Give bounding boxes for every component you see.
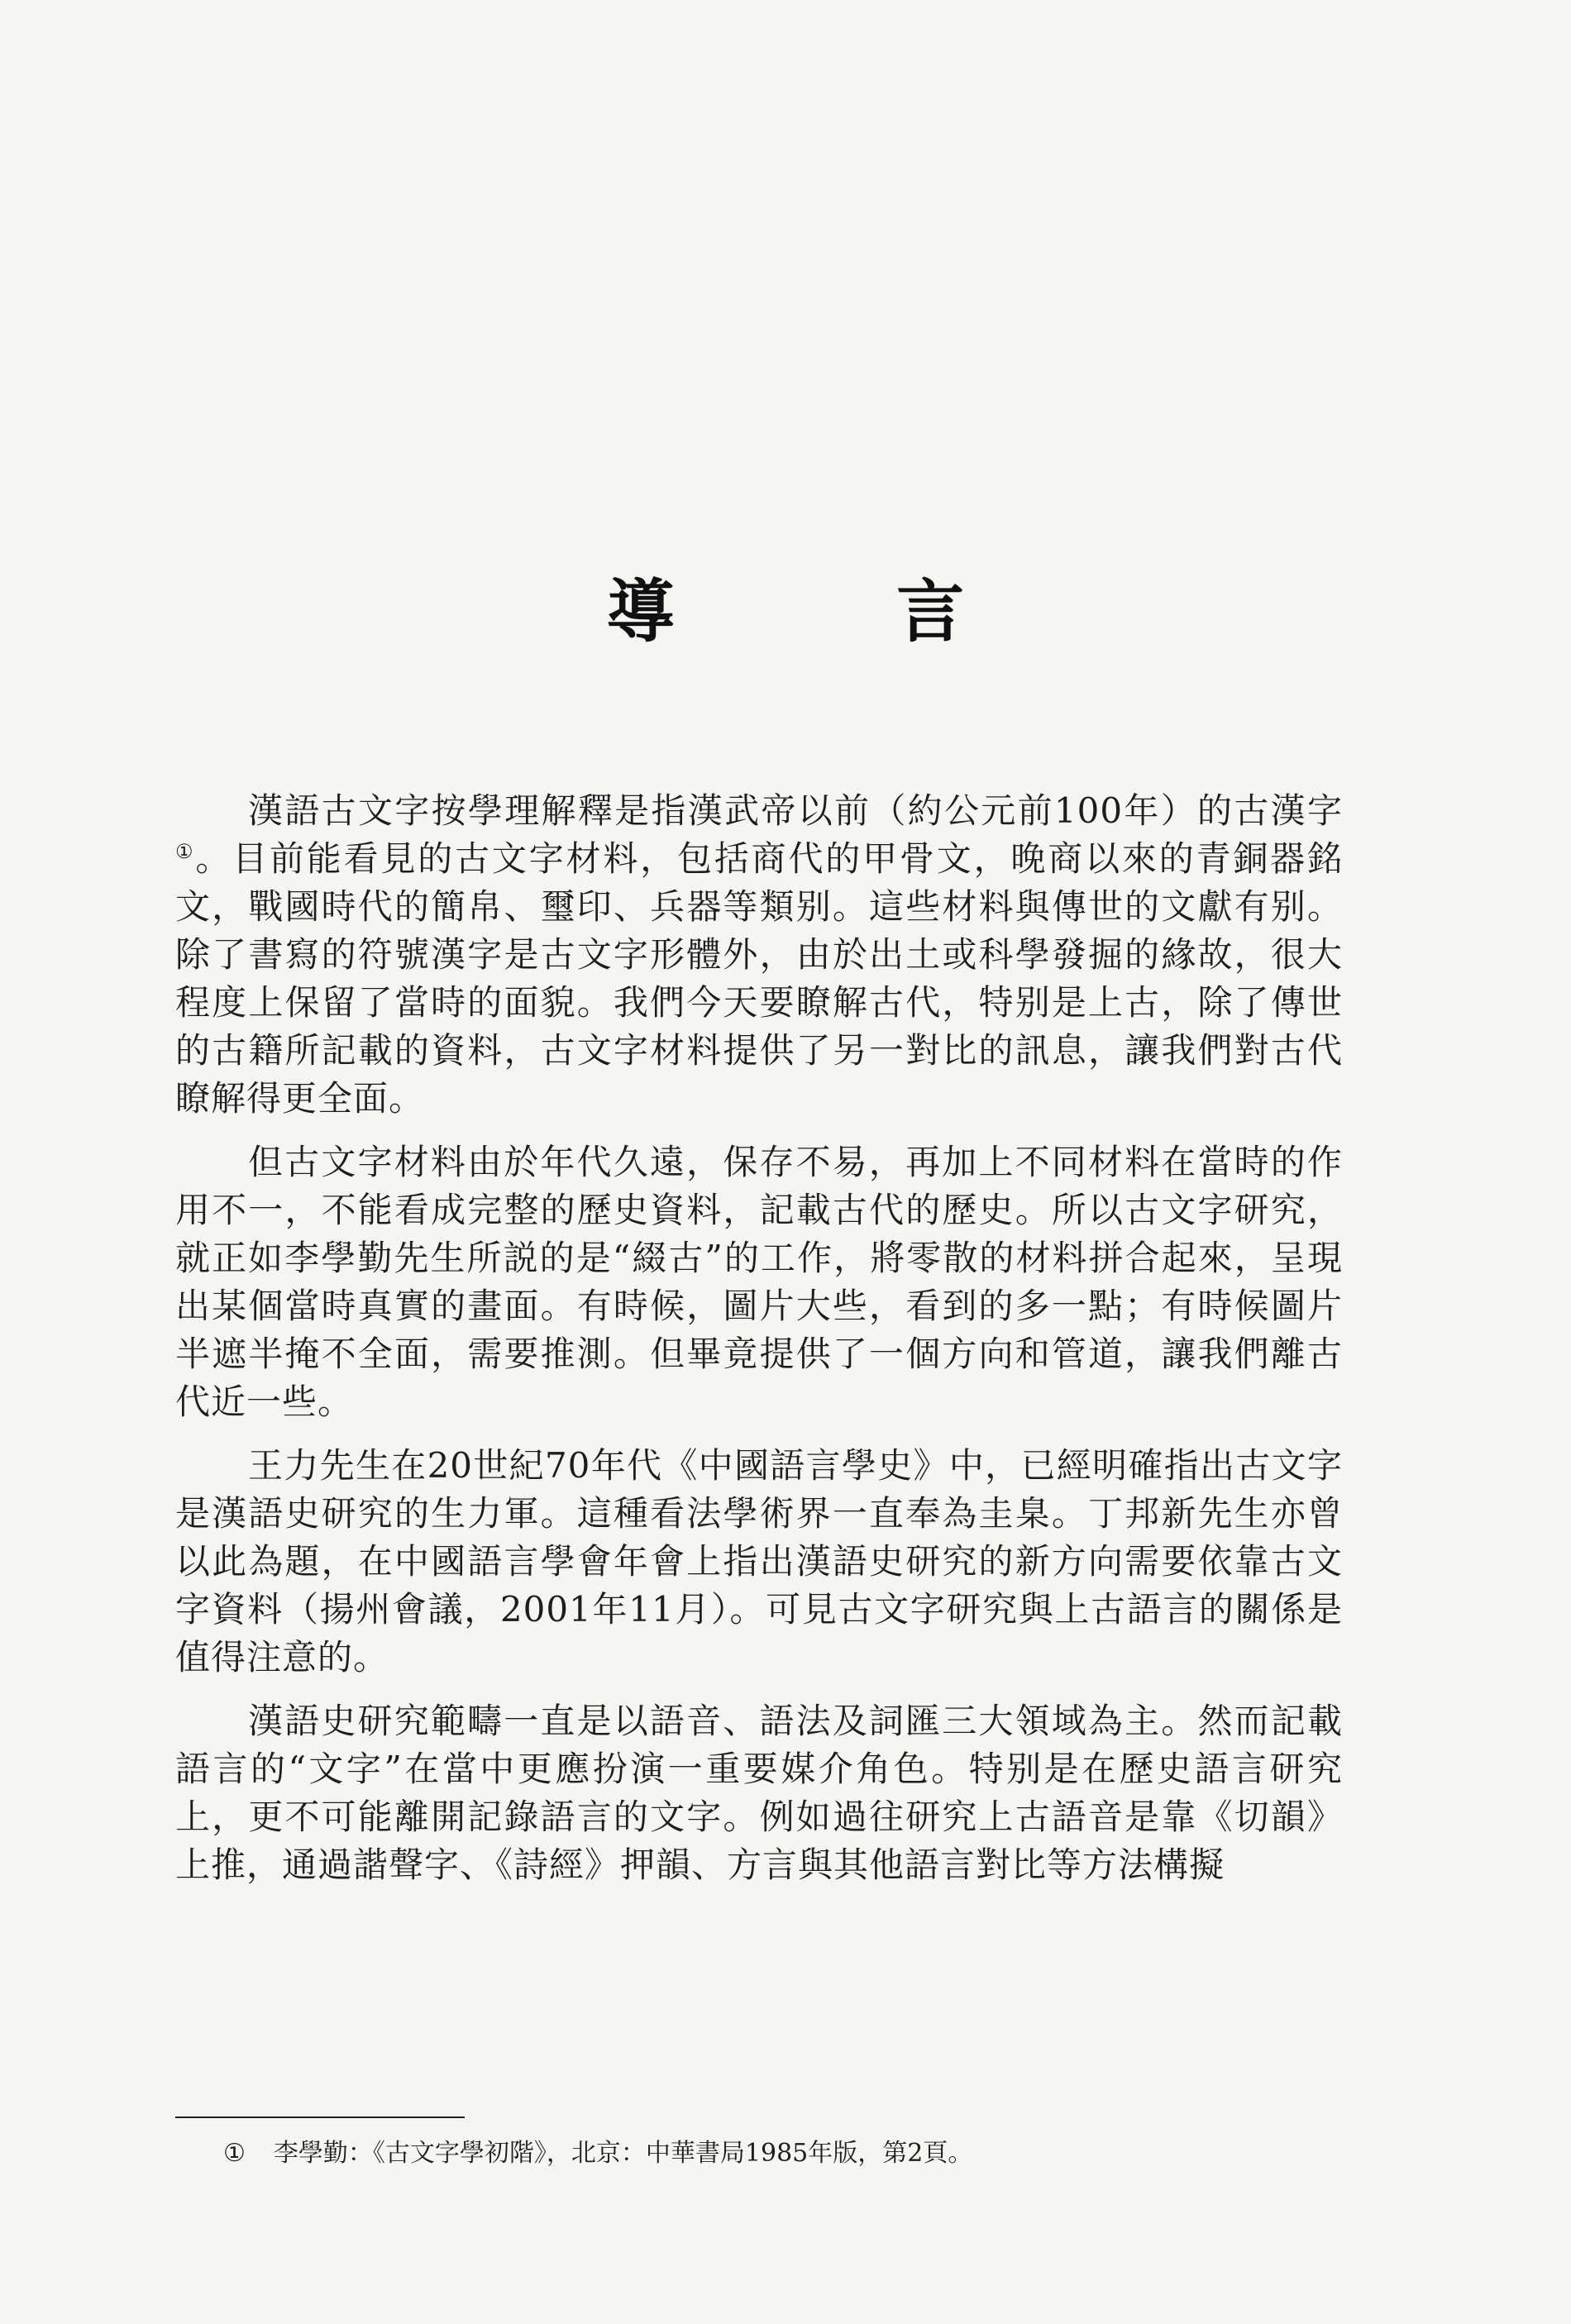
footnote-mark: ① [223,2139,246,2168]
footnote-text: 李學勤：《古文字學初階》，北京：中華書局1985年版，第2頁。 [273,2139,973,2168]
paragraph-4: 漢語史研究範疇一直是以語音、語法及詞匯三大領域為主。然而記載語言的“文字”在當中更應扮演一重要媒介角色。特别是在歷史語言研究上，更不可能離開記錄語言的文字。例如過往研究上古語音是靠《切韻》上推，通過諧聲字、《詩經》押韻、方言與其他語言對比等方法構擬 [175,1701,1343,1885]
footnote [223,2137,972,2170]
paragraph-1-text-b: 。目前能看見的古文字材料，包括商代的甲骨文，晚商以來的青銅器銘文，戰國時代的簡帛、璽印、兵器等類别。這些材料與傳世的文獻有别。除了書寫的符號漢字是古文字形體外，由於出土或科學發掘的緣故，很大程度上保留了當時的面貌。我們今天要瞭解古代，特别是上古，除了傳世的古籍所記載的資料，古文字材料提供了另一對比的訊息，讓我們對古代瞭解得更全面。 [175,838,1343,1119]
paragraph-3: 王力先生在20世紀70年代《中國語言學史》中，已經明確指出古文字是漢語史研究的生力軍。這種看法學術界一直奉為圭臬。丁邦新先生亦曾以此為題，在中國語言學會年會上指出漢語史研究的新方向需要依靠古文字資料（揚州會議，2001年11月）。可見古文字研究與上古語言的關係是值得注意的。 [175,1445,1343,1677]
page-title: 導 言 [606,571,1064,651]
body-text [175,787,1343,1905]
paragraph-2: 但古文字材料由於年代久遠，保存不易，再加上不同材料在當時的作用不一，不能看成完整的歷史資料，記載古代的歷史。所以古文字研究，就正如李學勤先生所説的是“綴古”的工作，將零散的材料拼合起來，呈現出某個當時真實的畫面。有時候，圖片大些，看到的多一點；有時候圖片半遮半掩不全面，需要推測。但畢竟提供了一個方向和管道，讓我們離古代近一些。 [175,1142,1343,1422]
footnote-reference: ① [175,840,196,863]
paragraph-1-text-a: 漢語古文字按學理解釋是指漢武帝以前（約公元前100年）的古漢字 [248,790,1343,831]
footnote-divider [175,2116,465,2118]
paragraph-1 [175,787,1343,1123]
